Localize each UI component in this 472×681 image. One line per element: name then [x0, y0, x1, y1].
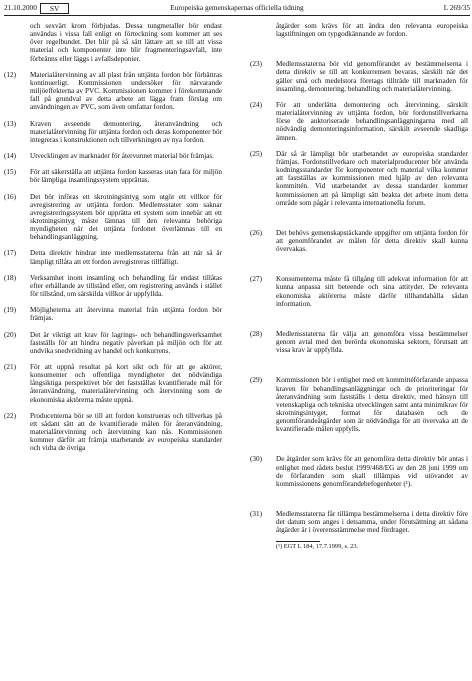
- recital-paragraph: [250, 455, 468, 488]
- recital-paragraph: [250, 60, 468, 93]
- recital-paragraph: [4, 168, 222, 184]
- recital-text: Kommissionen bör i enlighet med ett kommittéförfarande anpassa kraven för behandlingsanläggningar och de prioriteringar för återanvändning som fastställs i detta direktiv, med hänsyn till vetenskapliga och tekniska utvecklingen samt anta minimikrav för skrotningsintyget, format för databasen och de genomförandeåtgärder som är nödvändiga för att övervaka att de kvantifierade målen uppfylls.: [276, 376, 468, 434]
- page-header: [4, 2, 470, 16]
- recital-text: Detta direktiv hindrar inte medlemsstaterna från att när så är lämpligt tillåta att ett fordon avregistreras tillfälligt.: [30, 249, 222, 266]
- recital-text: Medlemsstaterna bör vid genomförandet av bestämmelserna i detta direktiv se till att konkurrensen bevaras, särskilt när det gäller små och medelstora företags tillträde till marknaden för insamling, demontering, behandling och materialåtervinning.: [276, 60, 468, 93]
- recital-text: Det behövs gemenskapstäckande uppgifter om uttjänta fordon för att genomförandet av målen för detta direktiv skall kunna övervakas.: [276, 228, 468, 254]
- recital-paragraph: [4, 412, 222, 453]
- recital-text: Möjligheterna att återvinna material från uttjänta fordon bör främjas.: [30, 306, 222, 323]
- recital-number: (14): [4, 152, 16, 161]
- recital-number: (26): [250, 228, 262, 237]
- recital-number: (16): [4, 192, 16, 201]
- recital-number: (29): [250, 376, 262, 385]
- recital-paragraph: [4, 249, 222, 265]
- recital-paragraph: [4, 120, 222, 144]
- recital-paragraph: [4, 71, 222, 112]
- recital-paragraph: [250, 330, 468, 354]
- recital-text: Där så är lämpligt bör utarbetandet av europeiska standarder främjas. Fordonstillverkare och materialproducenter bör använda kodningsstandarder för komponenter och material vilka kommer att fastställas av kommissionen med hjälp av den relevanta kommittén. Vid utarbetandet av dessa standarder kommer kommissionen att på lämpligt sätt beakta det arbete inom detta område som pågår i relevanta internationella forum.: [276, 149, 468, 207]
- recital-text: För att säkerställa att uttjänta fordon kasseras utan fara för miljön bör lämpliga insamlingssystem upprättas.: [30, 168, 222, 185]
- language-badge: SV: [40, 3, 69, 14]
- recital-text: De åtgärder som krävs för att genomföra detta direktiv bör antas i enlighet med rådets beslut 1999/468/EG av den 28 juni 1999 om de förfaranden som skall tillämpas vid utövandet av kommissionens genomförandebefogenheter (¹).: [276, 455, 468, 488]
- recital-paragraph: [4, 152, 222, 160]
- recital-text: Konsumenterna måste få tillgång till adekvat information för att kunna anpassa sitt beteende och sina attityder. De relevanta ekonomiska aktörerna måste därför tillhandahålla sådan information.: [276, 275, 468, 308]
- recital-text: Materialåtervinning av all plast från uttjänta fordon bör förbättras kontinuerligt. Kommissionen undersöker för närvarande miljöeffekterna av PVC. Kommissionen kommer i förekommande fall på grundval av detta arbete att lägga fram förslag om användningen av PVC, som även omfattar fordon.: [30, 70, 222, 112]
- recital-text: Medlemsstaterna får tillämpa bestämmelserna i detta direktiv före det datum som anges i detsamma, under förutsättning att sådana åtgärder är i överensstämmelse med fördraget.: [276, 510, 468, 535]
- recital-text: För att uppnå resultat på kort sikt och för att ge aktörer, konsumenter och offentliga myndigheter det nödvändiga långsiktiga perspektivet bör det fastställas kvantifierade mål för återanvändning, materialåtervinning och återvinning som de ekonomiska aktörerna måste uppnå.: [30, 363, 222, 404]
- recital-number: (18): [4, 273, 16, 282]
- continuation-text: och sexvärt krom förbjudas. Dessa tungmetaller bör endast användas i vissa fall enligt en förteckning som kommer att ses över regelbundet. Det blir på så sätt lättare att se till att vissa material och komponenter inte blir fragmenteringsavfall, inte förbränns eller läggs i avfallsdeponier.: [30, 22, 222, 63]
- header-date: 21.10.2000: [4, 3, 37, 12]
- recital-text: Producenterna bör se till att fordon konstrueras och tillverkas på ett sådant sätt att de kvantifierade målen för återanvändning, materialåtervinning och återvinning kan nås. Kommissionen kommer därför att främja utarbetande av europeiska standarder och vidta de övriga: [30, 411, 222, 453]
- recital-paragraph: [4, 331, 222, 355]
- recital-number: (15): [4, 168, 16, 177]
- page-reference: L 269/35: [443, 3, 470, 12]
- recital-number: (27): [250, 275, 262, 284]
- right-column: [250, 22, 468, 551]
- recital-text: Medlemsstaterna får välja att genomföra vissa bestämmelser genom avtal med den berörda ekonomiska sektorn, förutsatt att vissa krav är uppfyllda.: [276, 329, 468, 355]
- recital-text: Det bör införas ett skrotningsintyg som utgör ett villkor för avregistrering av uttjänta fordon. Medlemsstater som saknar avregistreringssystem bör upprätta ett system som innebär att ett skrotningsintyg måste lämnas till den relevanta behöriga myndigheten när det uttjänta fordonet överlämnas till en behandlingsanläggning.: [30, 192, 222, 242]
- recital-paragraph: [250, 229, 468, 253]
- recital-number: (21): [4, 363, 16, 371]
- recital-paragraph: [250, 376, 468, 433]
- recital-number: (30): [250, 455, 262, 464]
- recital-number: (28): [250, 329, 262, 338]
- recital-text: Verksamhet inom insamling och behandling får endast tillåtas efter erhållande av tillstånd eller, om registrering används i stället för tillstånd, om särskilda villkor är uppfyllda.: [30, 273, 222, 299]
- recital-number: (12): [4, 70, 16, 79]
- recital-number: (25): [250, 149, 262, 158]
- recital-text: Kraven avseende demontering, återanvändning och materialåtervinning för uttjänta fordon och deras komponenter bör integreras i konstruktionen och tillverkningen av nya fordon.: [30, 119, 222, 144]
- recital-paragraph: [250, 150, 468, 207]
- recital-paragraph: [250, 275, 468, 308]
- footnote: (¹) EGT L 184, 17.7.1999, s. 23.: [276, 542, 359, 550]
- recital-text: För att underlätta demontering och återvinning, särskilt materialåtervinning av uttjänta fordon, bör fordonstillverkarna förse de auktoriserade behandlingsanläggningarna med all nödvändig demonteringsinformation, särskilt avseende skadliga ämnen.: [276, 100, 468, 142]
- continuation-text: åtgärder som krävs för att ändra den relevanta europeiska lagstiftningen om typgodkännande av fordon.: [276, 22, 468, 39]
- left-column: [4, 22, 222, 453]
- recital-paragraph: [4, 363, 222, 404]
- recital-number: (13): [4, 119, 16, 128]
- recital-number: (24): [250, 100, 262, 109]
- recital-paragraph: [250, 510, 468, 534]
- footnote-rule: [276, 541, 320, 542]
- recital-paragraph: [250, 101, 468, 142]
- recital-number: (17): [4, 249, 16, 258]
- journal-title: Europeiska gemenskapernas officiella tidning: [170, 3, 304, 12]
- recital-number: (20): [4, 330, 16, 339]
- recital-number: (19): [4, 306, 16, 315]
- recital-number: (22): [4, 411, 16, 420]
- recital-paragraph: [4, 193, 222, 242]
- recital-paragraph: [4, 306, 222, 322]
- recital-number: (31): [250, 510, 262, 519]
- recital-text: Det är viktigt att krav för lagrings- och behandlingsverksamhet fastställs för att hindra negativ påverkan på miljön och för att undvika snedvridning av handel och konkurrens.: [30, 330, 222, 355]
- recital-text: Utvecklingen av marknader för återvunnet material bör främjas.: [30, 152, 215, 161]
- recital-paragraph: [4, 274, 222, 298]
- recital-number: (23): [250, 60, 262, 69]
